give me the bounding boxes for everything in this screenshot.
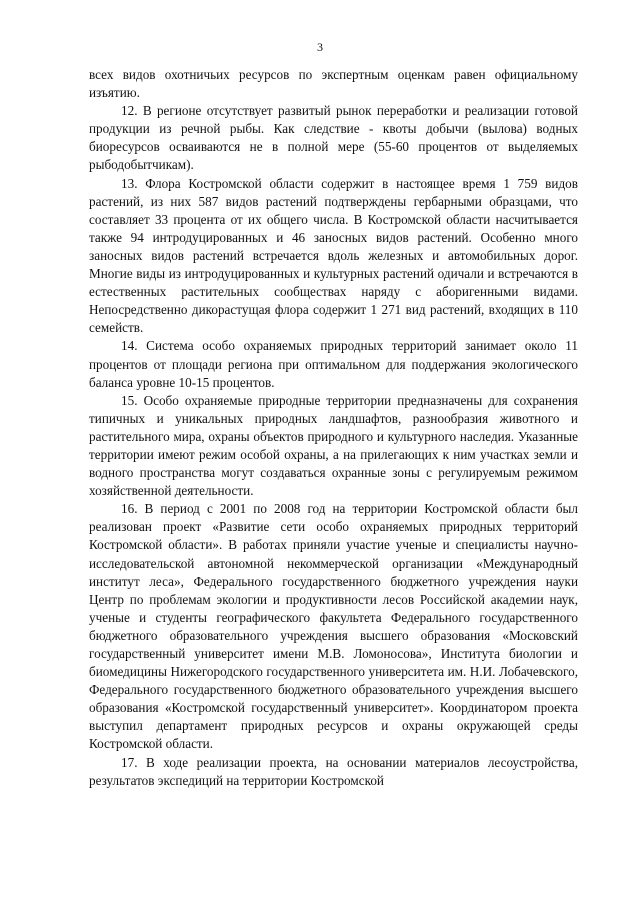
page-number: 3 [317, 40, 323, 54]
paragraph-14: 14. Система особо охраняемых природных территорий занимает около 11 процентов от площади региона при оптимальном для поддержания экологического баланса уровне 10-15 процентов. [89, 338, 578, 390]
paragraph-continuation: всех видов охотничьих ресурсов по экспертным оценкам равен официальному изъятию. [89, 67, 578, 101]
paragraph-12: 12. В регионе отсутствует развитый рынок переработки и реализации готовой продукции из речной рыбы. Как следствие - квоты добычи (вылова) водных биоресурсов осваиваются не в полной мере (55-60 процентов от выделяемых рыбодобытчикам). [89, 103, 578, 173]
paragraph-16: 16. В период с 2001 по 2008 год на территории Костромской области был реализован проект «Развитие сети особо охраняемых природных территорий Костромской области». В работах приняли участие ученые и специалисты научно-исследовательской автономной некоммерческой организации «Международный институт леса», Федерального государственного бюджетного учреждения науки Центр по проблемам экологии и продуктивности лесов Российской академии наук, ученые и студенты географического факультета Федерального государственного бюджетного образовательного учреждения высшего образования «Московский государственный университет имени М.В. Ломоносова», Института биологии и биомедицины Нижегородского государственного университета им. Н.И. Лобачевского, Федерального государственного бюджетного образовательного учреждения высшего образования «Костромской государственный университет». Координатором проекта выступил департамент природных ресурсов и охраны окружающей среды Костромской области. [89, 501, 578, 752]
document-body [89, 66, 578, 790]
paragraph-13: 13. Флора Костромской области содержит в настоящее время 1 759 видов растений, из них 587 видов растений подтверждены гербарными образцами, что составляет 33 процента от их общего числа. В Костромской области насчитывается также 94 интродуцированных и 46 заносных видов растений. Особенно много заносных видов растений встречается вдоль железных и автомобильных дорог. Многие виды из интродуцированных и культурных растений одичали и встречаются в естественных растительных сообществах наряду с аборигенными видами. Непосредственно дикорастущая флора содержит 1 271 вид растений, входящих в 110 семейств. [89, 175, 578, 336]
paragraph-17: 17. В ходе реализации проекта, на основании материалов лесоустройства, результатов экспедиций на территории Костромской [89, 754, 578, 788]
paragraph-15: 15. Особо охраняемые природные территории предназначены для сохранения типичных и уникальных природных ландшафтов, разнообразия животного и растительного мира, охраны объектов природного и культурного наследия. Указанные территории имеют режим особой охраны, а на прилегающих к ним участках земли и водного пространства могут создаваться охранные зоны с регулируемым режимом хозяйственной деятельности. [89, 392, 578, 499]
